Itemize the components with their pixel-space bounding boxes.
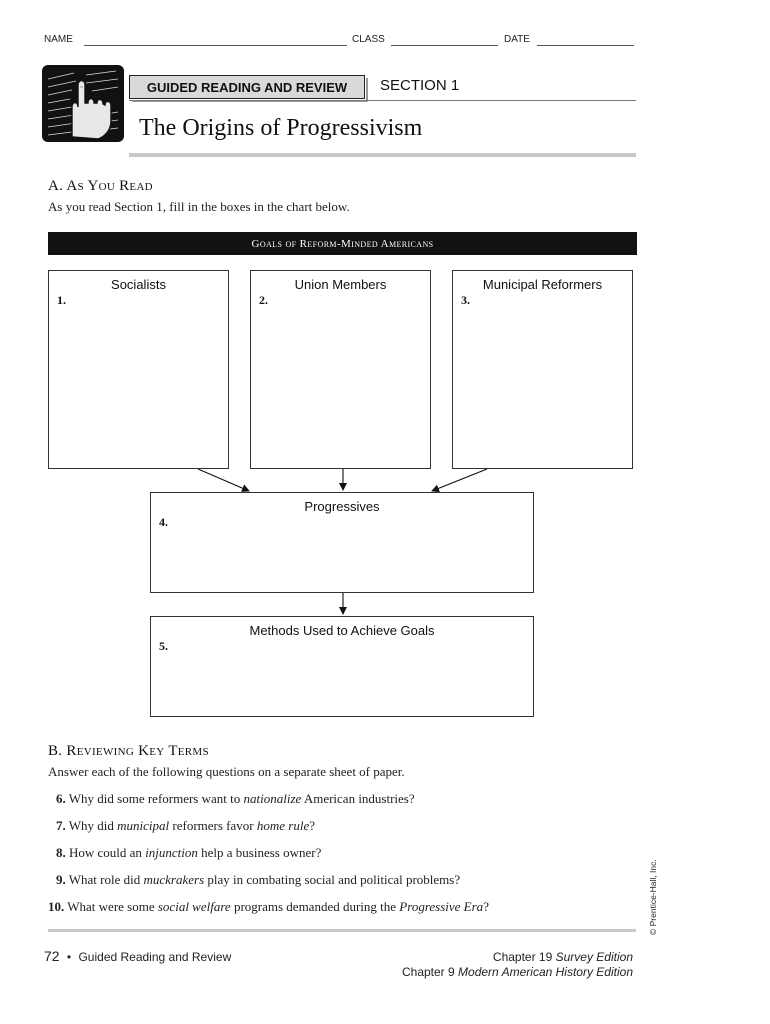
- question-8-term: injunction: [145, 845, 198, 860]
- question-7: [56, 818, 315, 834]
- copyright: © Prentice-Hall, Inc.: [648, 859, 658, 935]
- question-7-text-b: reformers favor: [169, 818, 257, 833]
- question-8-text-a: How could an: [69, 845, 146, 860]
- box-socialists-label: Socialists: [111, 277, 166, 292]
- box-municipal-reformers-number: 3.: [461, 293, 470, 307]
- question-8-text-b: help a business owner?: [197, 845, 322, 860]
- reading-hand-logo-icon: [42, 65, 124, 142]
- question-7-text-a: Why did: [68, 818, 118, 833]
- date-line[interactable]: [537, 45, 634, 46]
- question-8: [56, 845, 321, 861]
- question-7-term: municipal: [117, 818, 170, 833]
- footer-bullet: •: [66, 950, 72, 964]
- page-title: The Origins of Progressivism: [139, 115, 423, 141]
- footer-line-1-prefix: Chapter 19: [492, 950, 553, 964]
- box-methods-number: 5.: [159, 639, 168, 653]
- guided-reading-label: [129, 75, 365, 99]
- question-9-text-b: play in combating social and political problems?: [204, 872, 461, 887]
- question-7-term2: home rule: [256, 818, 310, 833]
- footer-line-2-edition: Modern American History Edition: [458, 965, 633, 979]
- question-9: [56, 872, 460, 888]
- bottom-rule: [48, 929, 636, 932]
- question-9-text-a: What role did: [68, 872, 144, 887]
- section-label: SECTION 1: [380, 77, 460, 94]
- section-b-heading: B. Reviewing Key Terms: [48, 743, 209, 759]
- date-label: DATE: [504, 34, 530, 45]
- box-progressives-label: Progressives: [304, 499, 380, 514]
- question-10-text-c: ?: [483, 899, 489, 914]
- name-line[interactable]: [84, 45, 347, 46]
- guided-reading-text: GUIDED READING AND REVIEW: [146, 79, 348, 95]
- question-10-text-a: What were some: [67, 899, 158, 914]
- box-municipal-reformers-label: Municipal Reformers: [482, 277, 603, 292]
- chart-header-text: Goals of Reform-Minded Americans: [251, 237, 434, 250]
- arrow-municipal: [432, 469, 487, 491]
- question-6-text-b: American industries?: [301, 791, 415, 806]
- question-7-text-c: ?: [309, 818, 316, 833]
- question-10: [48, 899, 489, 915]
- name-label: NAME: [44, 34, 73, 45]
- footer-line-2: [402, 965, 633, 980]
- box-union-members[interactable]: [250, 270, 431, 469]
- arrow-socialists: [198, 469, 249, 491]
- footer-line-1-edition: Survey Edition: [555, 950, 633, 964]
- section-a-instructions: As you read Section 1, fill in the boxes in the chart below.: [48, 199, 350, 214]
- question-9-term: muckrakers: [143, 872, 205, 887]
- box-methods-label: Methods Used to Achieve Goals: [249, 623, 435, 638]
- box-methods[interactable]: [150, 616, 534, 717]
- question-10-term2: Progressive Era: [399, 899, 484, 914]
- box-socialists[interactable]: [48, 270, 229, 469]
- chart-header: [48, 232, 637, 255]
- section-b-instructions: Answer each of the following questions on a separate sheet of paper.: [48, 764, 405, 779]
- question-8-number: 8.: [56, 845, 66, 860]
- question-6-term: nationalize: [243, 791, 302, 806]
- question-6-number: 6.: [56, 791, 66, 806]
- title-underbar: [129, 153, 636, 157]
- question-10-term: social welfare: [157, 899, 231, 914]
- footer-left-text: Guided Reading and Review: [78, 950, 232, 964]
- box-municipal-reformers[interactable]: [452, 270, 633, 469]
- box-progressives[interactable]: [150, 492, 534, 593]
- section-a-heading: A. As You Read: [48, 178, 153, 194]
- footer-right: [402, 950, 633, 980]
- question-6-text-a: Why did some reformers want to: [68, 791, 244, 806]
- class-label: CLASS: [352, 34, 385, 45]
- box-union-members-number: 2.: [259, 293, 268, 307]
- box-socialists-number: 1.: [57, 293, 66, 307]
- question-7-number: 7.: [56, 818, 66, 833]
- footer-line-1: [402, 950, 633, 965]
- question-10-number: 10.: [48, 899, 65, 914]
- box-union-members-label: Union Members: [294, 277, 387, 292]
- footer-left: [44, 948, 231, 964]
- page-number: 72: [44, 948, 60, 964]
- footer-line-2-prefix: Chapter 9: [401, 965, 455, 979]
- title-rule: [129, 100, 636, 101]
- box-progressives-number: 4.: [159, 515, 168, 529]
- question-9-number: 9.: [56, 872, 66, 887]
- question-10-text-b: programs demanded during the: [230, 899, 400, 914]
- question-6: [56, 791, 415, 807]
- class-line[interactable]: [391, 45, 498, 46]
